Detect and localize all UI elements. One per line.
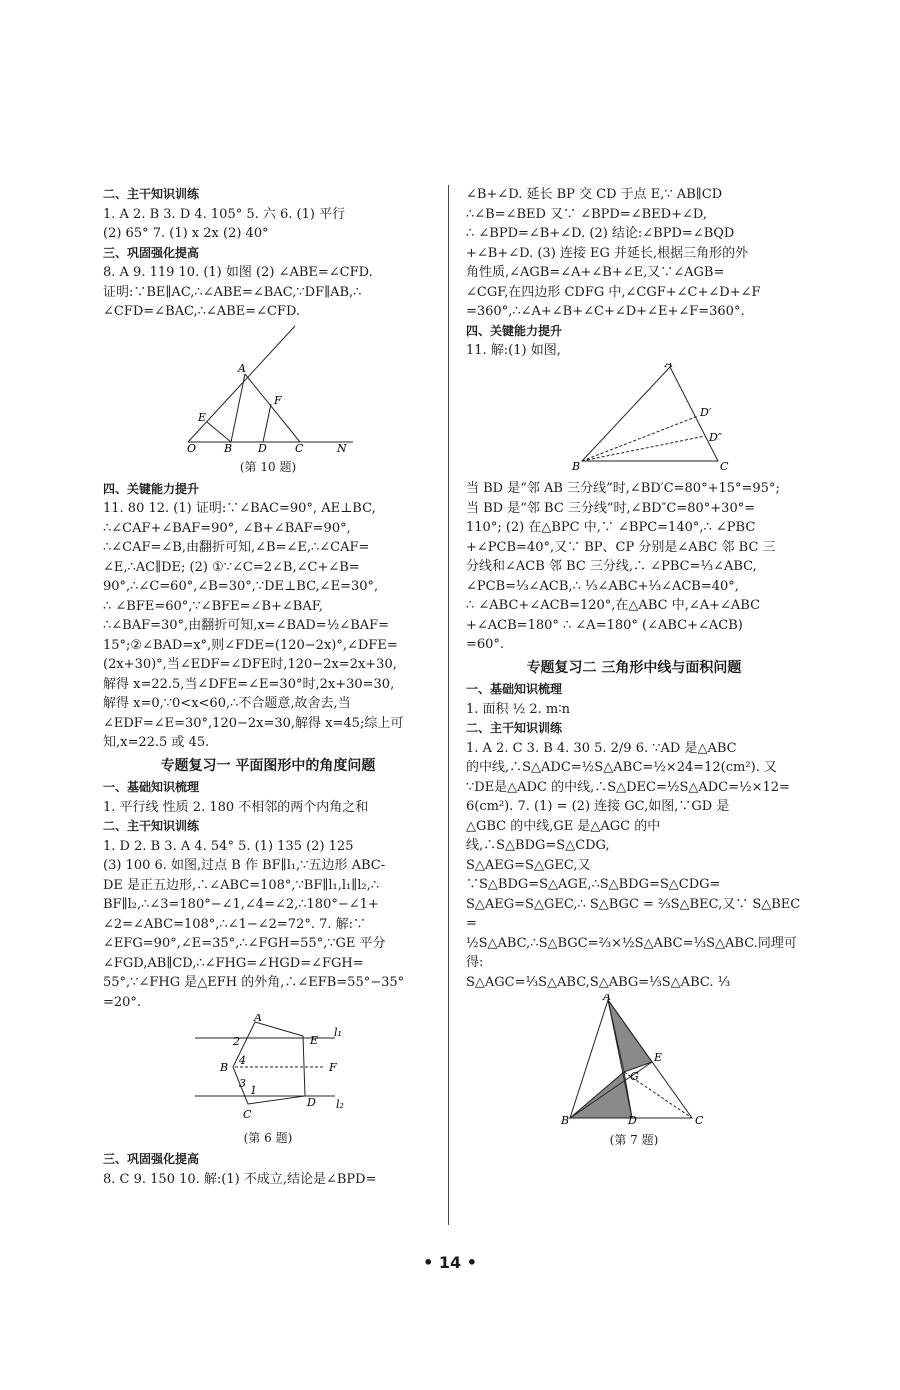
answer-line: 当 BD 是“邻 AB 三分线”时,∠BD′C=80°+15°=95°;: [466, 481, 780, 496]
answer-line: ½S△ABC,∴S△BGC=⅔×½S△ABC=⅓S△ABC.同理可得:: [466, 935, 797, 970]
answer-line: =20°.: [103, 994, 142, 1010]
label-D-double-prime: D″: [709, 430, 722, 444]
answer-line: 解得 x=22.5,当∠DFE=∠E=30°时,2x+30=30,: [103, 676, 395, 692]
answer-line: 1. 面积 ½ 2. m∶n: [466, 701, 571, 717]
label-O: O: [187, 441, 197, 452]
answer-line: ∴ ∠BPD=∠B+∠D. (2) 结论:∠BPD=∠BQD: [466, 226, 735, 241]
answer-line: DE 是正五边形,∴∠ABC=108°,∵BF∥l₁,l₁∥l₂,∴: [103, 877, 380, 893]
answer-line: (2x+30)°,当∠EDF=∠DFE时,120−2x=2x+30,: [103, 657, 397, 672]
answer-line: 1. A 2. B 3. D 4. 105° 5. 六 6. (1) 平行: [103, 206, 346, 222]
page-number: • 14 •: [423, 1253, 477, 1272]
figure-10: [103, 324, 433, 478]
answer-line: =60°.: [466, 637, 505, 652]
left-column: [103, 185, 433, 1189]
answer-line: ∴∠CAF=∠B,由翻折可知,∠B=∠E,∴∠CAF=: [103, 540, 370, 555]
right-column: [466, 185, 802, 1152]
answer-line: ∠EFG=90°,∠E=35°,∴∠FGH=55°,∵GE 平分: [103, 936, 386, 951]
label-N: N: [337, 441, 347, 452]
answer-line: ∴∠BAF=30°,由翻折可知,x=∠BAD=½∠BAF=: [103, 618, 390, 633]
topic-1-title: 专题复习一 平面图形中的角度问题: [160, 757, 376, 774]
figure-6-diagram: [103, 1014, 433, 1122]
answer-line: 11. 80 12. (1) 证明:∵∠BAC=90°, AE⊥BC,: [103, 501, 376, 516]
topic-2-title: 专题复习二 三角形中线与面积问题: [526, 659, 742, 676]
heading-consolidation: 三、巩固强化提高: [103, 245, 200, 260]
answer-line: 15°;②∠BAD=x°,则∠FDE=(120−2x)°,∠DFE=: [103, 637, 398, 653]
label-A: A: [603, 994, 611, 1003]
figure-7: [466, 994, 802, 1150]
answer-line: 当 BD 是“邻 BC 三分线”时,∠BD″C=80°+30°=: [466, 500, 756, 516]
answer-line: 55°,∵∠FHG 是△EFH 的外角,∴∠EFB=55°−35°: [103, 975, 405, 990]
answer-line: 知,x=22.5 或 45.: [103, 735, 210, 750]
label-E: E: [198, 410, 207, 424]
label-F: F: [329, 1061, 337, 1074]
figure-6-caption: (第 6 题): [243, 1130, 293, 1145]
answer-line: +∠PCB=40°,又∵ BP、CP 分别是∠ABC 邻 BC 三: [466, 539, 776, 555]
label-B: B: [224, 441, 233, 452]
heading-main-training: 二、主干知识训练: [103, 819, 200, 833]
heading-main-training: 二、主干知识训练: [466, 721, 563, 735]
label-C: C: [243, 1108, 252, 1121]
label-l2: l₂: [336, 1098, 344, 1111]
answer-line: 11. 解:(1) 如图,: [466, 343, 561, 358]
label-F: F: [274, 393, 282, 407]
label-C: C: [295, 441, 304, 452]
answer-line: 110°; (2) 在△BPC 中,∵ ∠BPC=140°,∴ ∠PBC: [466, 520, 756, 535]
label-E: E: [310, 1034, 319, 1047]
answer-line: (3) 100 6. 如图,过点 B 作 BF∥l₁,∵五边形 ABC-: [103, 858, 386, 873]
heading-basic-knowledge: 一、基础知识梳理: [103, 780, 200, 794]
answer-line: (2) 65° 7. (1) x 2x (2) 40°: [103, 226, 269, 241]
heading-key-ability: 四、关键能力提升: [466, 323, 563, 338]
answer-line: ∠FGD,AB∥CD,∴∠FHG=∠HGD=∠FGH=: [103, 955, 364, 971]
label-D: D: [258, 441, 267, 452]
answer-line: ∠PCB=⅓∠ACB,∴ ⅓∠ABC+⅓∠ACB=40°,: [466, 578, 739, 594]
figure-11: [466, 363, 802, 478]
answer-line: 分线和∠ACB 邻 BC 三分线,∴ ∠PBC=⅓∠ABC,: [466, 559, 757, 574]
label-G: G: [630, 1070, 639, 1083]
label-B: B: [220, 1061, 229, 1074]
label-l1: l₁: [334, 1026, 342, 1039]
figure-7-caption: (第 7 题): [609, 1132, 659, 1147]
angle-4: 4: [239, 1054, 246, 1067]
angle-2: 2: [233, 1035, 240, 1048]
answer-line: 的中线,∴S△ADC=½S△ABC=½×24=12(cm²). 又: [466, 760, 777, 775]
angle-3: 3: [239, 1077, 246, 1090]
answer-line: +∠ACB=180° ∴ ∠A=180° (∠ABC+∠ACB): [466, 617, 743, 633]
answer-line: ∴∠B=∠BED 又∵ ∠BPD=∠BED+∠D,: [466, 206, 707, 222]
column-divider: [448, 185, 449, 1225]
answer-line: ∴∠CAF+∠BAF=90°, ∠B+∠BAF=90°,: [103, 520, 351, 536]
answer-line: ∠CFD=∠BAC,∴∠ABE=∠CFD.: [103, 304, 301, 319]
figure-11-diagram: [466, 363, 802, 471]
answer-line: 1. D 2. B 3. A 4. 54° 5. (1) 135 (2) 125: [103, 838, 354, 854]
figure-6: [103, 1014, 433, 1148]
label-A: A: [238, 361, 246, 375]
heading-consolidation: 三、巩固强化提高: [103, 1152, 200, 1166]
answer-line: 8. C 9. 150 10. 解:(1) 不成立,结论是∠BPD=: [103, 1171, 377, 1187]
answer-line: 8. A 9. 119 10. (1) 如图 (2) ∠ABE=∠CFD.: [103, 265, 373, 280]
label-M: [287, 324, 300, 327]
heading-main-training: 二、主干知识训练: [103, 187, 200, 201]
label-E: E: [654, 1051, 663, 1064]
answer-line: ∠CGF,在四边形 CDFG 中,∠CGF+∠C+∠D+∠F: [466, 284, 761, 300]
answer-line: ∠E,∴AC∥DE; (2) ①∵∠C=2∠B,∠C+∠B=: [103, 559, 360, 575]
label-A: A: [665, 362, 673, 370]
answer-line: ∠EDF=∠E=30°,120−2x=30,解得 x=45;综上可: [103, 715, 404, 731]
angle-1: 1: [250, 1084, 257, 1097]
answer-line: S△AGC=⅓S△ABC,S△ABG=⅓S△ABC. ⅓: [466, 974, 731, 990]
answer-line: ∠2=∠ABC=108°,∴∠1−∠2=72°. 7. 解:∵: [103, 916, 367, 932]
answer-line: S△AEG=S△GEC,∴ S△BGC = ⅔S△BEC,又∵ S△BEC =: [466, 896, 801, 931]
answer-line: 1. A 2. C 3. B 4. 30 5. 2/9 6. ∵AD 是△ABC: [466, 740, 737, 756]
answer-line: 6(cm²). 7. (1) = (2) 连接 GC,如图,∵GD 是: [466, 799, 730, 814]
figure-10-diagram: [103, 324, 433, 452]
label-D: D: [628, 1114, 637, 1124]
answer-line: =360°,∴∠A+∠B+∠C+∠D+∠E+∠F=360°.: [466, 304, 745, 319]
figure-10-caption: (第 10 题): [239, 460, 297, 474]
answer-line: ∴ ∠ABC+∠ACB=120°,在△ABC 中,∠A+∠ABC: [466, 598, 761, 613]
answer-line: △GBC 的中线,GE 是△AGC 的中线,∴S△BDG=S△CDG,: [466, 818, 661, 853]
answer-line: BF∥l₂,∴∠3=180°−∠1,∠4=∠2,∴180°−∠1+: [103, 897, 379, 912]
label-C: C: [695, 1114, 704, 1124]
label-C: C: [720, 459, 729, 471]
answer-line: ∠B+∠D. 延长 BP 交 CD 于点 E,∵ AB∥CD: [466, 187, 723, 202]
answer-line: 1. 平行线 性质 2. 180 不相邻的两个内角之和: [103, 799, 369, 815]
label-B: B: [572, 459, 581, 471]
answer-line: 解得 x=0,∵0<x<60,∴不合题意,故舍去,当: [103, 696, 351, 711]
answer-line: S△AEG=S△GEC,又∵S△BDG=S△AGE,∴S△BDG=S△CDG=: [466, 857, 721, 892]
answer-line: +∠B+∠D. (3) 连接 EG 并延长,根据三角形的外: [466, 245, 749, 261]
label-D: D: [307, 1096, 316, 1109]
answer-line: ∵DE是△ADC 的中线,∴S△DEC=½S△ADC=½×12=: [466, 779, 790, 795]
answer-line: 90°,∴∠C=60°,∠B=30°,∵DE⊥BC,∠E=30°,: [103, 579, 379, 594]
answer-line: 角性质,∠AGB=∠A+∠B+∠E,又∵∠AGB=: [466, 265, 725, 280]
label-B: B: [561, 1114, 570, 1124]
figure-7-diagram: [466, 994, 802, 1124]
answer-line: ∴ ∠BFE=60°,∵∠BFE=∠B+∠BAF,: [103, 598, 323, 614]
answer-line: 证明:∵BE∥AC,∴∠ABE=∠BAC,∵DF∥AB,∴: [103, 284, 362, 300]
label-A: A: [254, 1014, 262, 1024]
label-D-prime: D′: [700, 405, 712, 419]
heading-key-ability: 四、关键能力提升: [103, 481, 200, 496]
heading-basic-knowledge: 一、基础知识梳理: [466, 682, 563, 696]
